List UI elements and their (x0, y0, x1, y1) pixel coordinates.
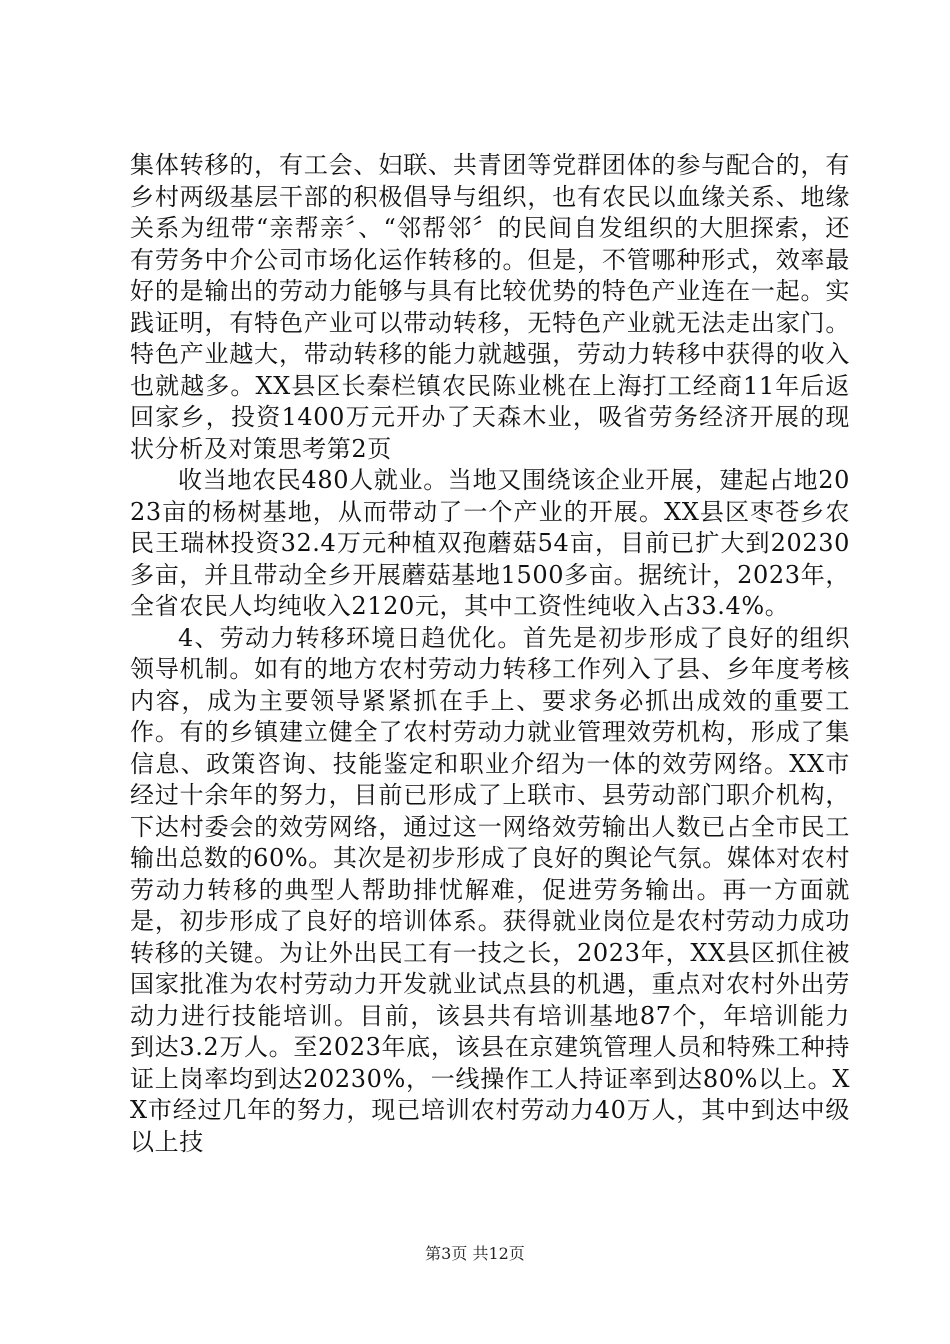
page-footer: 第3页 共12页 (425, 1244, 525, 1263)
document-body (130, 150, 850, 1158)
paragraph-1: 集体转移的，有工会、妇联、共青团等党群团体的参与配合的，有乡村两级基层干部的积极倡导与组织，也有农民以血缘关系、地缘关系为纽带“亲帮亲〞、“邻帮邻〞的民间自发组织的大胆探索，还有劳务中介公司市场化运作转移的。但是，不管哪种形式，效率最好的是输出的劳动力能够与具有比较优势的特色产业连在一起。实践证明，有特色产业可以带动转移，无特色产业就无法走出家门。特色产业越大，带动转移的能力就越强，劳动力转移中获得的收入也就越多。XX县区长秦栏镇农民陈业桃在上海打工经商11年后返回家乡，投资1400万元开办了天森木业，吸省劳务经济开展的现状分析及对策思考第2页 (130, 151, 850, 463)
paragraph-2: 收当地农民480人就业。当地又围绕该企业开展，建起占地2023亩的杨树基地，从而带动了一个产业的开展。XX县区枣苍乡农民王瑞林投资32.4万元种植双孢蘑菇54亩，目前已扩大到20230多亩，并且带动全乡开展蘑菇基地1500多亩。据统计，2023年，全省农民人均纯收入2120元，其中工资性纯收入占33.4%。 (130, 466, 850, 620)
paragraph-3: 4、劳动力转移环境日趋优化。首先是初步形成了良好的组织领导机制。如有的地方农村劳动力转移工作列入了县、乡年度考核内容，成为主要领导紧紧抓在手上、要求务必抓出成效的重要工作。有的乡镇建立健全了农村劳动力就业管理效劳机构，形成了集信息、政策咨询、技能鉴定和职业介绍为一体的效劳网络。XX市经过十余年的努力，目前已形成了上联市、县劳动部门职介机构，下达村委会的效劳网络，通过这一网络效劳输出人数已占全市民工输出总数的60%。其次是初步形成了良好的舆论气氛。媒体对农村劳动力转移的典型人帮助排忧解难，促进劳务输出。再一方面就是，初步形成了良好的培训体系。获得就业岗位是农村劳动力成功转移的关键。为让外出民工有一技之长，2023年，XX县区抓住被国家批准为农村劳动力开发就业试点县的机遇，重点对农村外出劳动力进行技能培训。目前，该县共有培训基地87个，年培训能力到达3.2万人。至2023年底，该县在京建筑管理人员和特殊工种持证上岗率均到达20230%，一线操作工人持证率到达80%以上。XX市经过几年的努力，现已培训农村劳动力40万人，其中到达中级以上技 (130, 623, 850, 1156)
